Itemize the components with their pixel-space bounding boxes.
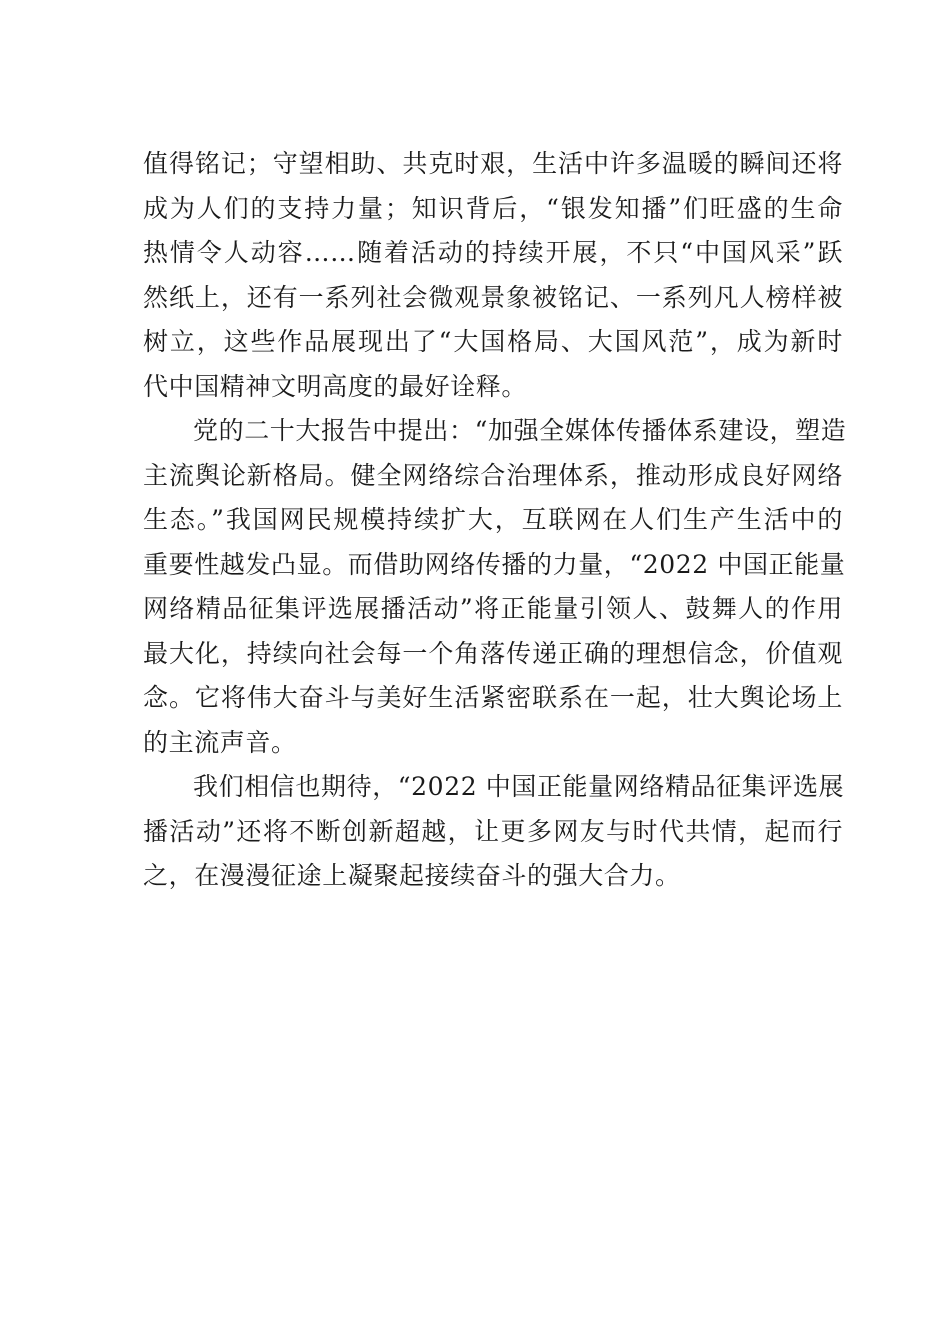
text-line: 最大化，持续向社会每一个角落传递正确的理想信念，价值观 (143, 638, 843, 668)
text-line: 热情令人动容……随着活动的持续开展，不只“中国风采”跃 (143, 238, 843, 267)
article-body (143, 142, 847, 899)
text-line: 成为人们的支持力量；知识背后，“银发知播”们旺盛的生命 (143, 193, 843, 223)
text-line: 念。它将伟大奋斗与美好生活紧密联系在一起，壮大舆论场上 (143, 683, 843, 712)
text-line: 之，在漫漫征途上凝聚起接续奋斗的强大合力。 (143, 861, 681, 890)
text-line: 树立，这些作品展现出了“大国格局、大国风范”，成为新时 (143, 327, 843, 356)
text-line: 网络精品征集评选展播活动”将正能量引领人、鼓舞人的作用 (143, 594, 843, 623)
text-line: 党的二十大报告中提出：“加强全媒体传播体系建设，塑造 (193, 416, 847, 445)
text-line: 重要性越发凸显。而借助网络传播的力量，“2022 中国正能量 (143, 549, 846, 579)
text-line: 主流舆论新格局。健全网络综合治理体系，推动形成良好网络 (143, 460, 843, 490)
text-line: 播活动”还将不断创新超越，让更多网友与时代共情，起而行 (143, 816, 843, 846)
text-line: 代中国精神文明高度的最好诠释。 (143, 371, 528, 401)
text-line: 我们相信也期待，“2022 中国正能量网络精品征集评选展 (193, 772, 845, 801)
text-line: 生态。”我国网民规模持续扩大，互联网在人们生产生活中的 (143, 505, 843, 534)
text-line: 的主流声音。 (143, 727, 297, 757)
text-line: 值得铭记；守望相助、共克时艰，生活中许多温暖的瞬间还将 (143, 149, 843, 178)
text-line: 然纸上，还有一系列社会微观景象被铭记、一系列凡人榜样被 (143, 282, 843, 312)
